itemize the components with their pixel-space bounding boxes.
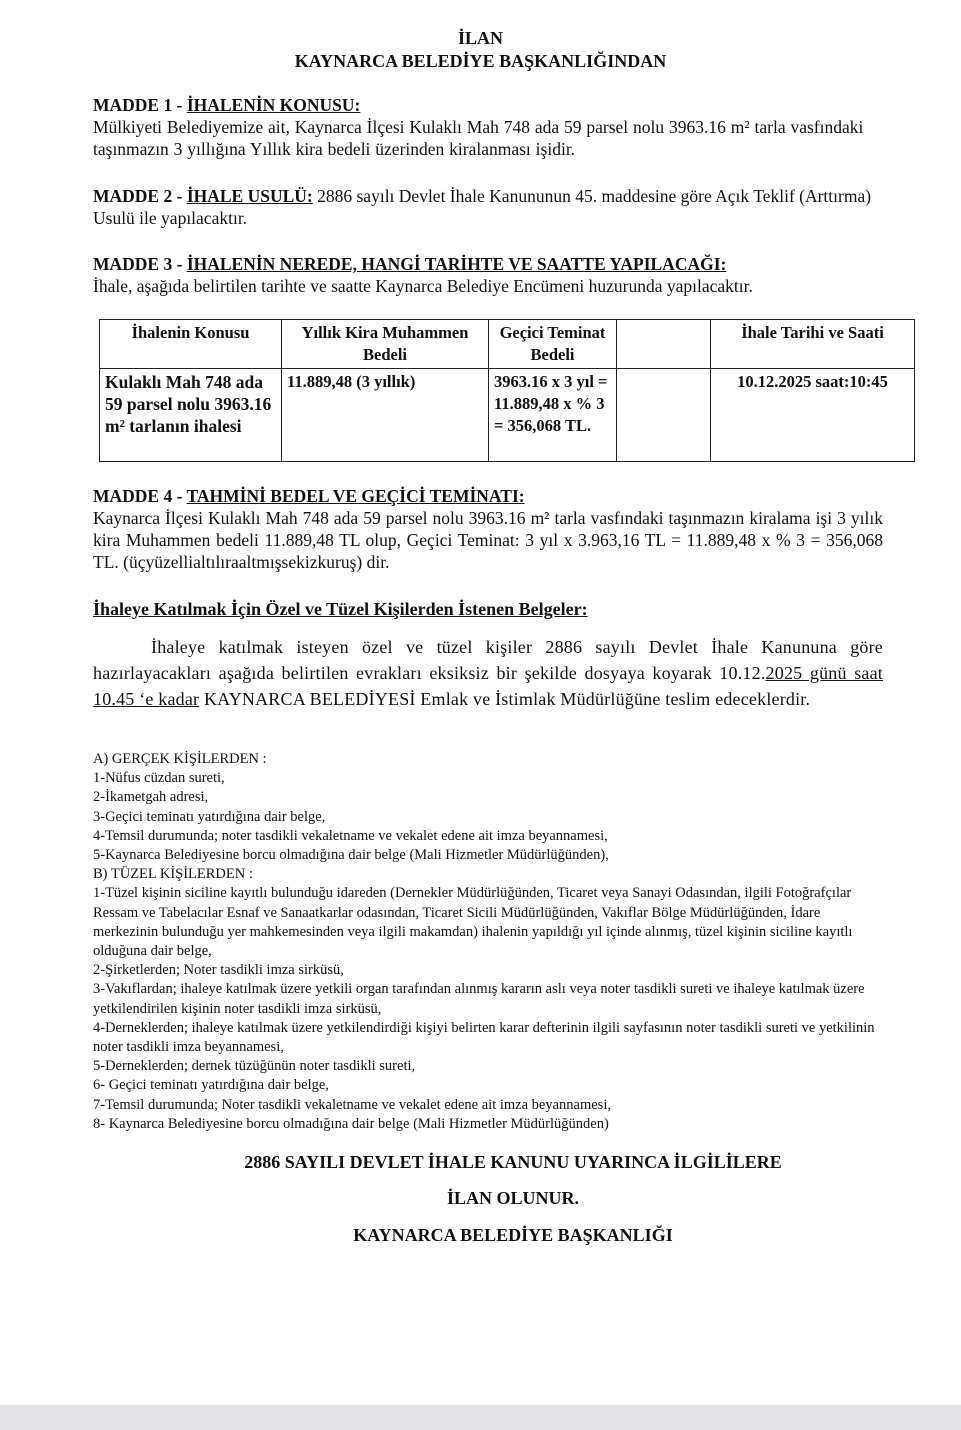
table-header [617, 320, 711, 369]
list-item: 1-Tüzel kişinin siciline kayıtlı bulunduğu idareden (Dernekler Müdürlüğünden, Ticaret veya Sanayi Odasından, ilgili Fotoğrafçılar Ressam ve Tabelacılar Esnaf ve Sanaatkarlar odasından, Ticaret Sicili Müdürlüğünden, Vakıflar Bölge Müdürlüğünden, İdare merkezinin bulunduğu yer mahkemesinden veya ilgili makamdan) ihalenin yapıldığı yıl içinde alınmış, tüzel kişinin siciline kayıtlı olduğuna dair belge, [93, 885, 853, 960]
belgeler-paragraph-part: İhaleye katılmak isteyen özel ve tüzel kişiler 2886 sayılı Devlet İhale Kanununa göre hazırlayacakları aşağıda belirtilen evrakları eksiksiz bir şekilde dosyaya koyarak 10.12. [93, 637, 883, 683]
madde-4-label: MADDE 4 - [93, 486, 187, 506]
belgeler-paragraph-part: KAYNARCA BELEDİYESİ Emlak ve İstimlak Müdürlüğüne teslim edeceklerdir. [199, 689, 811, 709]
list-item: 2-Şirketlerden; Noter tasdikli imza sirküsü, [93, 962, 344, 979]
table-header-row [100, 320, 915, 369]
footer-signature: KAYNARCA BELEDİYE BAŞKANLIĞI [353, 1225, 673, 1245]
table-cell: Kulaklı Mah 748 ada 59 parsel nolu 3963.16 m² tarlanın ihalesi [100, 369, 282, 462]
madde-1-label: MADDE 1 - [93, 95, 187, 115]
list-item: 4-Derneklerden; ihaleye katılmak üzere yetkilendirdiği kişiyi belirten karar defterinin ilgili sayfasının noter tasdikli sureti ve yetkilinin noter tasdikli imza beyannamesi, [93, 1019, 875, 1056]
list-item: 3-Vakıflardan; ihaleye katılmak üzere yetkili organ tarafından alınmış kararın aslı veya noter tasdikli sureti ve ihaleye katılmak üzere yetkilendirilen kişinin noter tasdikli imza sirküsü, [93, 981, 865, 1017]
list-item: 8- Kaynarca Belediyesine borcu olmadığına dair belge (Mali Hizmetler Müdürlüğünden) [93, 1115, 609, 1132]
list-item: 1-Nüfus cüzdan sureti, [93, 770, 225, 787]
madde-2-text: 2886 sayılı Devlet İhale Kanununun 45. maddesine göre Açık Teklif (Arttırma) Usulü ile yapılacaktır. [93, 186, 872, 228]
madde-2-title: İHALE USULÜ: [186, 186, 313, 206]
footer-line-2: İLAN OLUNUR. [446, 1188, 579, 1208]
list-item: 3-Geçici teminatı yatırdığına dair belge, [93, 808, 326, 825]
list-item: B) TÜZEL KİŞİLERDEN : [93, 866, 253, 883]
list-item: A) GERÇEK KİŞİLERDEN : [93, 751, 267, 767]
ihale-table [99, 319, 915, 462]
madde-4 [93, 485, 883, 573]
table-header: İhalenin Konusu [100, 320, 282, 369]
footer-line-1: 2886 SAYILI DEVLET İHALE KANUNU UYARINCA İLGİLİLERE [244, 1152, 782, 1172]
viewer-bottom-bar [0, 1405, 961, 1430]
list-item: 4-Temsil durumunda; noter tasdikli vekaletname ve vekalet edene ait imza beyannamesi, [93, 827, 608, 844]
table-row [100, 369, 915, 462]
list-item: 5-Kaynarca Belediyesine borcu olmadığına dair belge (Mali Hizmetler Müdürlüğünden), [93, 847, 609, 864]
list-item: 6- Geçici teminatı yatırdığına dair belge, [93, 1077, 329, 1094]
madde-3-title: İHALENİN NEREDE, HANGİ TARİHTE VE SAATTE YAPILACAĞI: [186, 254, 727, 274]
madde-4-text: Kaynarca İlçesi Kulaklı Mah 748 ada 59 parsel nolu 3963.16 m² tarla vasfındaki taşınmazın kiralama işi 3 yılık kira Muhammen bedeli 11.889,48 TL olup, Geçici Teminat: 3 yıl x 3.963,16 TL = 11.889,48 x % 3 = 356,068 TL. (üçyüzellialtılıraaltmışsekizkuruş) dir. [93, 508, 883, 572]
madde-1-title: İHALENİN KONUSU: [186, 95, 361, 115]
madde-1 [93, 94, 883, 160]
madde-2-label: MADDE 2 - [93, 186, 187, 206]
list-item: 2-İkametgah adresi, [93, 789, 209, 806]
document-title: İLAN [457, 28, 503, 48]
table-cell: 3963.16 x 3 yıl = 11.889,48 x % 3 = 356,068 TL. [489, 369, 617, 462]
madde-1-text: Mülkiyeti Belediyemize ait, Kaynarca İlçesi Kulaklı Mah 748 ada 59 parsel nolu 3963.16 m² tarla vasfındaki taşınmazın 3 yıllığına Yıllık kira bedeli üzerinden kiralanması işidir. [93, 117, 864, 159]
madde-4-title: TAHMİNİ BEDEL VE GEÇİCİ TEMİNATI: [186, 486, 525, 506]
table-cell [617, 369, 711, 462]
belgeler-deadline: 2025 günü saat 10.45 ‘e kadar [93, 663, 883, 709]
list-item: 7-Temsil durumunda; Noter tasdikli vekaletname ve vekalet edene ait imza beyannamesi, [93, 1096, 611, 1113]
list-item: 5-Derneklerden; dernek tüzüğünün noter tasdikli sureti, [93, 1058, 416, 1075]
table-header: Geçici Teminat Bedeli [489, 320, 617, 369]
table-header: Yıllık Kira Muhammen Bedeli [282, 320, 489, 369]
table-header: İhale Tarihi ve Saati [711, 320, 915, 369]
document-heading: KAYNARCA BELEDİYE BAŞKANLIĞINDAN [294, 51, 667, 71]
madde-3 [93, 253, 883, 297]
belgeler-title: İhaleye Katılmak İçin Özel ve Tüzel Kişilerden İstenen Belgeler: [93, 599, 588, 619]
madde-2 [93, 185, 883, 229]
madde-3-label: MADDE 3 - [93, 254, 187, 274]
table-cell: 11.889,48 (3 yıllık) [282, 369, 489, 462]
belgeler-paragraph [93, 634, 883, 712]
table-cell: 10.12.2025 saat:10:45 [711, 369, 915, 462]
madde-3-text: İhale, aşağıda belirtilen tarihte ve saatte Kaynarca Belediye Encümeni huzurunda yapılacaktır. [93, 276, 753, 296]
belgeler-list [93, 750, 883, 1134]
